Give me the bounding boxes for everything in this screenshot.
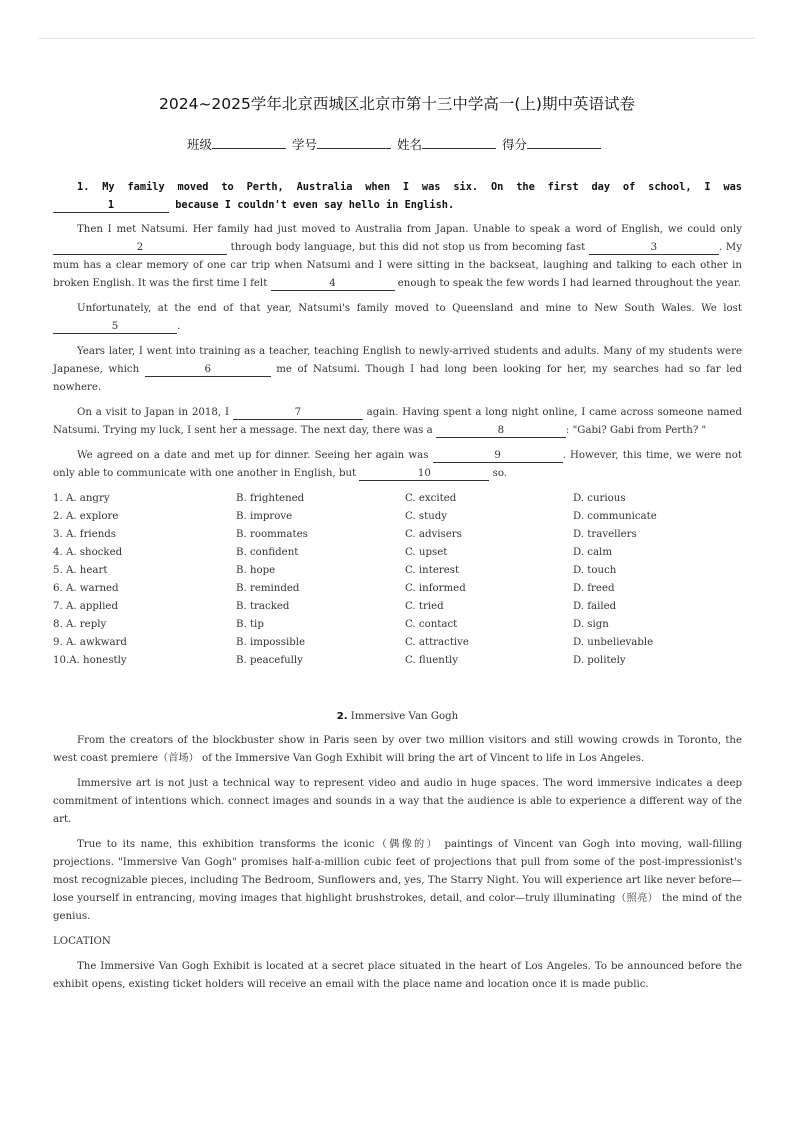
blank-10[interactable]: 10 xyxy=(359,467,489,481)
blank-7[interactable]: 7 xyxy=(233,406,363,420)
option-d[interactable]: D. politely xyxy=(573,655,626,666)
passage-paragraph: On a visit to Japan in 2018, I 7 again. Having spent a long night online, I came across someone named Natsumi. Trying my luck, I sent her a message. The next day, there was a 8 : "Gabi? Gabi from Perth? " xyxy=(53,407,742,436)
option-b[interactable]: B. impossible xyxy=(236,637,306,648)
answer-options xyxy=(53,490,742,670)
option-c[interactable]: C. tried xyxy=(405,601,444,612)
option-a[interactable]: 1. A. angry xyxy=(53,493,110,504)
option-d[interactable]: D. sign xyxy=(573,619,609,630)
option-a[interactable]: 10.A. honestly xyxy=(53,655,127,666)
option-row xyxy=(53,544,742,562)
option-b[interactable]: B. tip xyxy=(236,619,264,630)
student-number-field[interactable] xyxy=(317,135,391,149)
option-c[interactable]: C. study xyxy=(405,511,448,522)
option-d[interactable]: D. touch xyxy=(573,565,617,576)
option-b[interactable]: B. peacefully xyxy=(236,655,303,666)
option-row xyxy=(53,616,742,634)
score-label: 得分 xyxy=(502,137,528,152)
option-d[interactable]: D. travellers xyxy=(573,529,637,540)
option-row xyxy=(53,634,742,652)
blank-9[interactable]: 9 xyxy=(433,449,563,463)
option-a[interactable]: 6. A. warned xyxy=(53,583,119,594)
passage-paragraph: The Immersive Van Gogh Exhibit is located at a secret place situated in the heart of Los Angeles. To be announced before the exhibit opens, existing ticket holders will receive an email with the place name and location once it is made public. xyxy=(53,961,742,990)
option-row xyxy=(53,652,742,670)
option-c[interactable]: C. contact xyxy=(405,619,458,630)
option-c[interactable]: C. upset xyxy=(405,547,448,558)
option-a[interactable]: 7. A. applied xyxy=(53,601,118,612)
option-c[interactable]: C. advisers xyxy=(405,529,462,540)
student-info-line xyxy=(0,135,794,153)
option-d[interactable]: D. curious xyxy=(573,493,626,504)
option-row xyxy=(53,526,742,544)
option-row xyxy=(53,562,742,580)
page-title: 2024~2025学年北京西城区北京市第十三中学高一(上)期中英语试卷 xyxy=(159,95,635,113)
option-c[interactable]: C. informed xyxy=(405,583,466,594)
passage-paragraph: We agreed on a date and met up for dinner. Seeing her again was 9 . However, this time, we were not only able to communicate with one another in English, but 10 so. xyxy=(53,450,742,479)
option-row xyxy=(53,508,742,526)
option-b[interactable]: B. frightened xyxy=(236,493,305,504)
section-2-heading xyxy=(53,708,742,726)
option-c[interactable]: C. excited xyxy=(405,493,457,504)
option-b[interactable]: B. improve xyxy=(236,511,293,522)
option-c[interactable]: C. interest xyxy=(405,565,460,576)
class-field[interactable] xyxy=(212,135,286,149)
blank-3[interactable]: 3 xyxy=(589,241,719,255)
option-d[interactable]: D. calm xyxy=(573,547,612,558)
name-field[interactable] xyxy=(422,135,496,149)
blank-2[interactable]: 2 xyxy=(53,241,227,255)
option-row xyxy=(53,490,742,508)
blank-6[interactable]: 6 xyxy=(145,363,271,377)
blank-8[interactable]: 8 xyxy=(436,424,566,438)
option-a[interactable]: 4. A. shocked xyxy=(53,547,123,558)
page-top-rule xyxy=(38,38,756,39)
option-a[interactable]: 5. A. heart xyxy=(53,565,108,576)
passage-paragraph: Years later, I went into training as a teacher, teaching English to newly-arrived students and adults. Many of my students were Japanese, which 6 me of Natsumi. Though I had long been looking for her, my searches had so far led nowhere. xyxy=(53,346,743,393)
option-a[interactable]: 2. A. explore xyxy=(53,511,119,522)
option-b[interactable]: B. hope xyxy=(236,565,276,576)
option-d[interactable]: D. communicate xyxy=(573,511,657,522)
option-b[interactable]: B. reminded xyxy=(236,583,300,594)
option-b[interactable]: B. roommates xyxy=(236,529,308,540)
option-b[interactable]: B. confident xyxy=(236,547,299,558)
blank-1[interactable]: 1 xyxy=(53,199,169,213)
name-label: 姓名 xyxy=(397,137,423,152)
score-field[interactable] xyxy=(527,135,601,149)
blank-4[interactable]: 4 xyxy=(271,277,395,291)
option-a[interactable]: 8. A. reply xyxy=(53,619,107,630)
passage-paragraph: True to its name, this exhibition transforms the iconic（偶像的） paintings of Vincent van Gogh into moving, wall-filling projections. "Immersive Van Gogh" promises half-a-million cubic feet of projections that pull from some of the post-impressionist's most recognizable pieces, including The Bedroom, Sunflowers and, yes, The Starry Night. You will experience art like never before—lose yourself in entrancing, moving images that highlight brushstrokes, detail, and color—truly illuminating（照亮） the mind of the genius. xyxy=(53,839,742,922)
passage-paragraph: Unfortunately, at the end of that year, Natsumi's family moved to Queensland and mine to New South Wales. We lost 5 . xyxy=(53,300,742,336)
option-c[interactable]: C. fluently xyxy=(405,655,458,666)
option-d[interactable]: D. failed xyxy=(573,601,617,612)
passage-paragraph: Immersive art is not just a technical way to represent video and audio in huge spaces. The word immersive indicates a deep commitment of intentions which. connect images and sounds in a way that the audience is able to experience a different way of the art. xyxy=(53,778,742,825)
section-2-number: 2. xyxy=(336,711,348,722)
option-d[interactable]: D. unbelievable xyxy=(573,637,654,648)
location-heading: LOCATION xyxy=(53,936,111,947)
section-2-title: Immersive Van Gogh xyxy=(350,711,459,722)
blank-5[interactable]: 5 xyxy=(53,320,177,334)
student-number-label: 学号 xyxy=(291,137,317,152)
option-c[interactable]: C. attractive xyxy=(405,637,469,648)
passage-paragraph: Then I met Natsumi. Her family had just moved to Australia from Japan. Unable to speak a word of English, we could only 2 through body language, but this did not stop us from becoming fast 3 . My mum has a clear memory of one car trip when Natsumi and I were sitting in the backseat, laughing and talking to each other in broken English. It was the first time I felt 4 enough to speak the few words I had learned throughout the year. xyxy=(53,224,742,289)
option-row xyxy=(53,598,742,616)
option-b[interactable]: B. tracked xyxy=(236,601,290,612)
option-a[interactable]: 3. A. friends xyxy=(53,529,117,540)
option-a[interactable]: 9. A. awkward xyxy=(53,637,127,648)
option-row xyxy=(53,580,742,598)
option-d[interactable]: D. freed xyxy=(573,583,615,594)
class-label: 班级 xyxy=(186,137,212,152)
question-1-intro: 1. My family moved to Perth, Australia when I was six. On the first day of school, I was 1 because I couldn't even say hello in English. xyxy=(53,178,742,214)
exam-content xyxy=(53,178,742,1001)
passage-paragraph: From the creators of the blockbuster show in Paris seen by over two million visitors and still wowing crowds in Toronto, the west coast premiere（首场） of the Immersive Van Gogh Exhibit will bring the art of Vincent to life in Los Angeles. xyxy=(53,735,742,764)
